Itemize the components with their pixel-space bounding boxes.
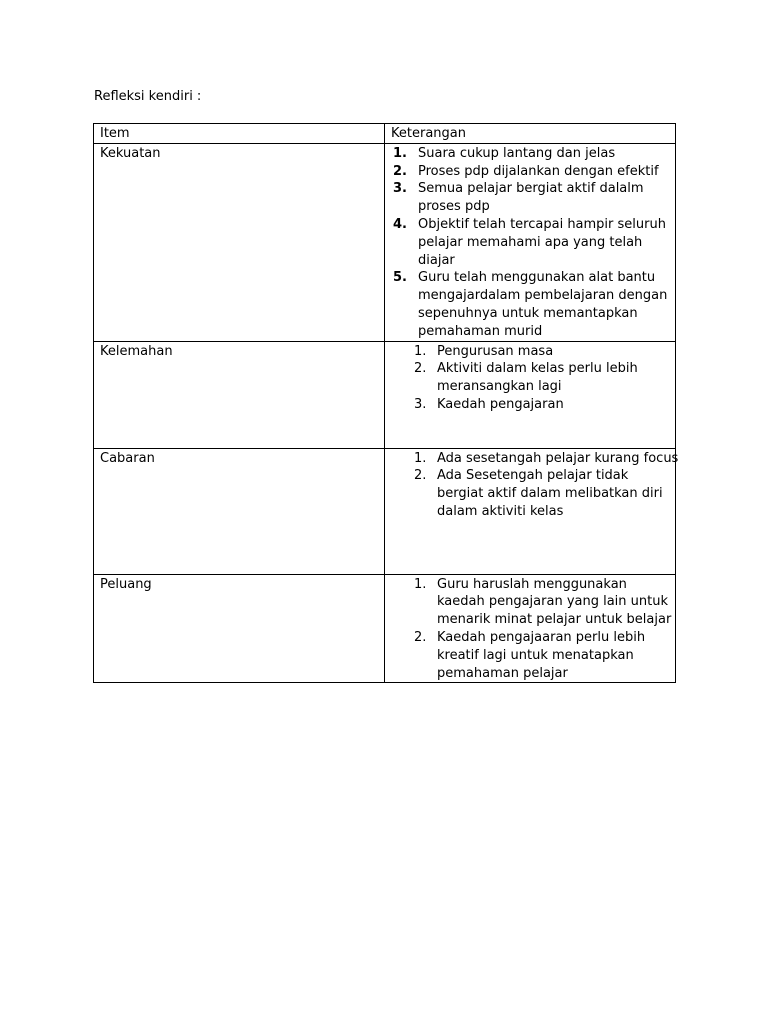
list-item xyxy=(385,145,671,163)
page-heading: Refleksi kendiri : xyxy=(94,89,202,104)
header-keterangan-label: Keterangan xyxy=(391,126,466,141)
list-text: diajar xyxy=(418,252,455,268)
keterangan-list xyxy=(385,342,675,414)
list-text: Guru haruslah menggunakan xyxy=(437,576,627,592)
list-text: sepenuhnya untuk memantapkan xyxy=(418,305,638,321)
table-row-kelemahan xyxy=(94,341,676,448)
list-item xyxy=(385,576,671,629)
list-text: pemahaman murid xyxy=(418,323,543,339)
list-item xyxy=(385,343,671,361)
item-cell xyxy=(94,574,385,683)
list-item xyxy=(385,396,671,414)
item-label: Cabaran xyxy=(100,450,155,466)
keterangan-list xyxy=(385,144,675,341)
list-item xyxy=(385,467,671,520)
header-item-label: Item xyxy=(100,126,130,141)
list-text: dalam aktiviti kelas xyxy=(437,503,564,519)
keterangan-list xyxy=(385,449,679,521)
list-number: 3. xyxy=(393,181,407,197)
list-item xyxy=(385,629,671,682)
header-cell-keterangan xyxy=(385,124,676,144)
list-number: 5. xyxy=(393,270,407,286)
list-text: Kaedah pengajaran xyxy=(437,396,564,412)
list-text: Objektif telah tercapai hampir seluruh xyxy=(418,216,666,232)
list-number: 2. xyxy=(414,468,427,484)
list-text: meransangkan lagi xyxy=(437,379,562,395)
list-text: bergiat aktif dalam melibatkan diri xyxy=(437,486,663,502)
item-cell xyxy=(94,448,385,574)
list-text: Aktiviti dalam kelas perlu lebih xyxy=(437,361,638,377)
list-text: Suara cukup lantang dan jelas xyxy=(418,145,616,161)
list-number: 1. xyxy=(414,450,427,466)
list-number: 2. xyxy=(414,629,427,645)
item-label: Kekuatan xyxy=(100,145,161,161)
list-number: 1. xyxy=(414,343,427,359)
list-item xyxy=(385,163,671,181)
list-item xyxy=(385,360,671,396)
list-text: kreatif lagi untuk menatapkan xyxy=(437,647,634,663)
keterangan-list xyxy=(385,575,675,683)
list-text: menarik minat pelajar untuk belajar xyxy=(437,612,672,628)
keterangan-cell xyxy=(385,574,676,683)
keterangan-cell xyxy=(385,341,676,448)
list-text: pelajar memahami apa yang telah xyxy=(418,234,643,250)
list-text: proses pdp xyxy=(418,199,490,215)
item-cell xyxy=(94,143,385,341)
list-text: pemahaman pelajar xyxy=(437,665,568,681)
list-text: Pengurusan masa xyxy=(437,343,554,359)
list-item xyxy=(385,269,671,340)
list-text: mengajardalam pembelajaran dengan xyxy=(418,288,668,304)
list-number: 2. xyxy=(393,163,407,179)
list-item xyxy=(385,450,679,468)
table-row-peluang xyxy=(94,574,676,683)
table-row-kekuatan xyxy=(94,143,676,341)
list-text: Kaedah pengajaaran perlu lebih xyxy=(437,629,646,645)
list-number: 3. xyxy=(414,396,427,412)
list-text: Guru telah menggunakan alat bantu xyxy=(418,270,656,286)
list-number: 2. xyxy=(414,361,427,377)
reflection-table xyxy=(93,123,679,683)
item-cell xyxy=(94,341,385,448)
list-text: Ada sesetangah pelajar kurang focus xyxy=(437,450,679,466)
item-label: Peluang xyxy=(100,576,152,592)
list-text: Ada Sesetengah pelajar tidak xyxy=(437,468,629,484)
list-number: 1. xyxy=(393,145,407,161)
item-label: Kelemahan xyxy=(100,343,173,359)
list-text: Proses pdp dijalankan dengan efektif xyxy=(418,163,659,179)
list-item xyxy=(385,180,671,216)
list-number: 4. xyxy=(393,216,407,232)
list-number: 1. xyxy=(414,576,427,592)
keterangan-cell xyxy=(385,143,676,341)
table-header-row xyxy=(94,124,676,144)
list-text: Semua pelajar bergiat aktif dalalm xyxy=(418,181,644,197)
keterangan-cell xyxy=(385,448,679,574)
list-item xyxy=(385,216,671,269)
table-row-cabaran xyxy=(94,448,676,574)
header-cell-item xyxy=(94,124,385,144)
list-text: kaedah pengajaran yang lain untuk xyxy=(437,594,669,610)
